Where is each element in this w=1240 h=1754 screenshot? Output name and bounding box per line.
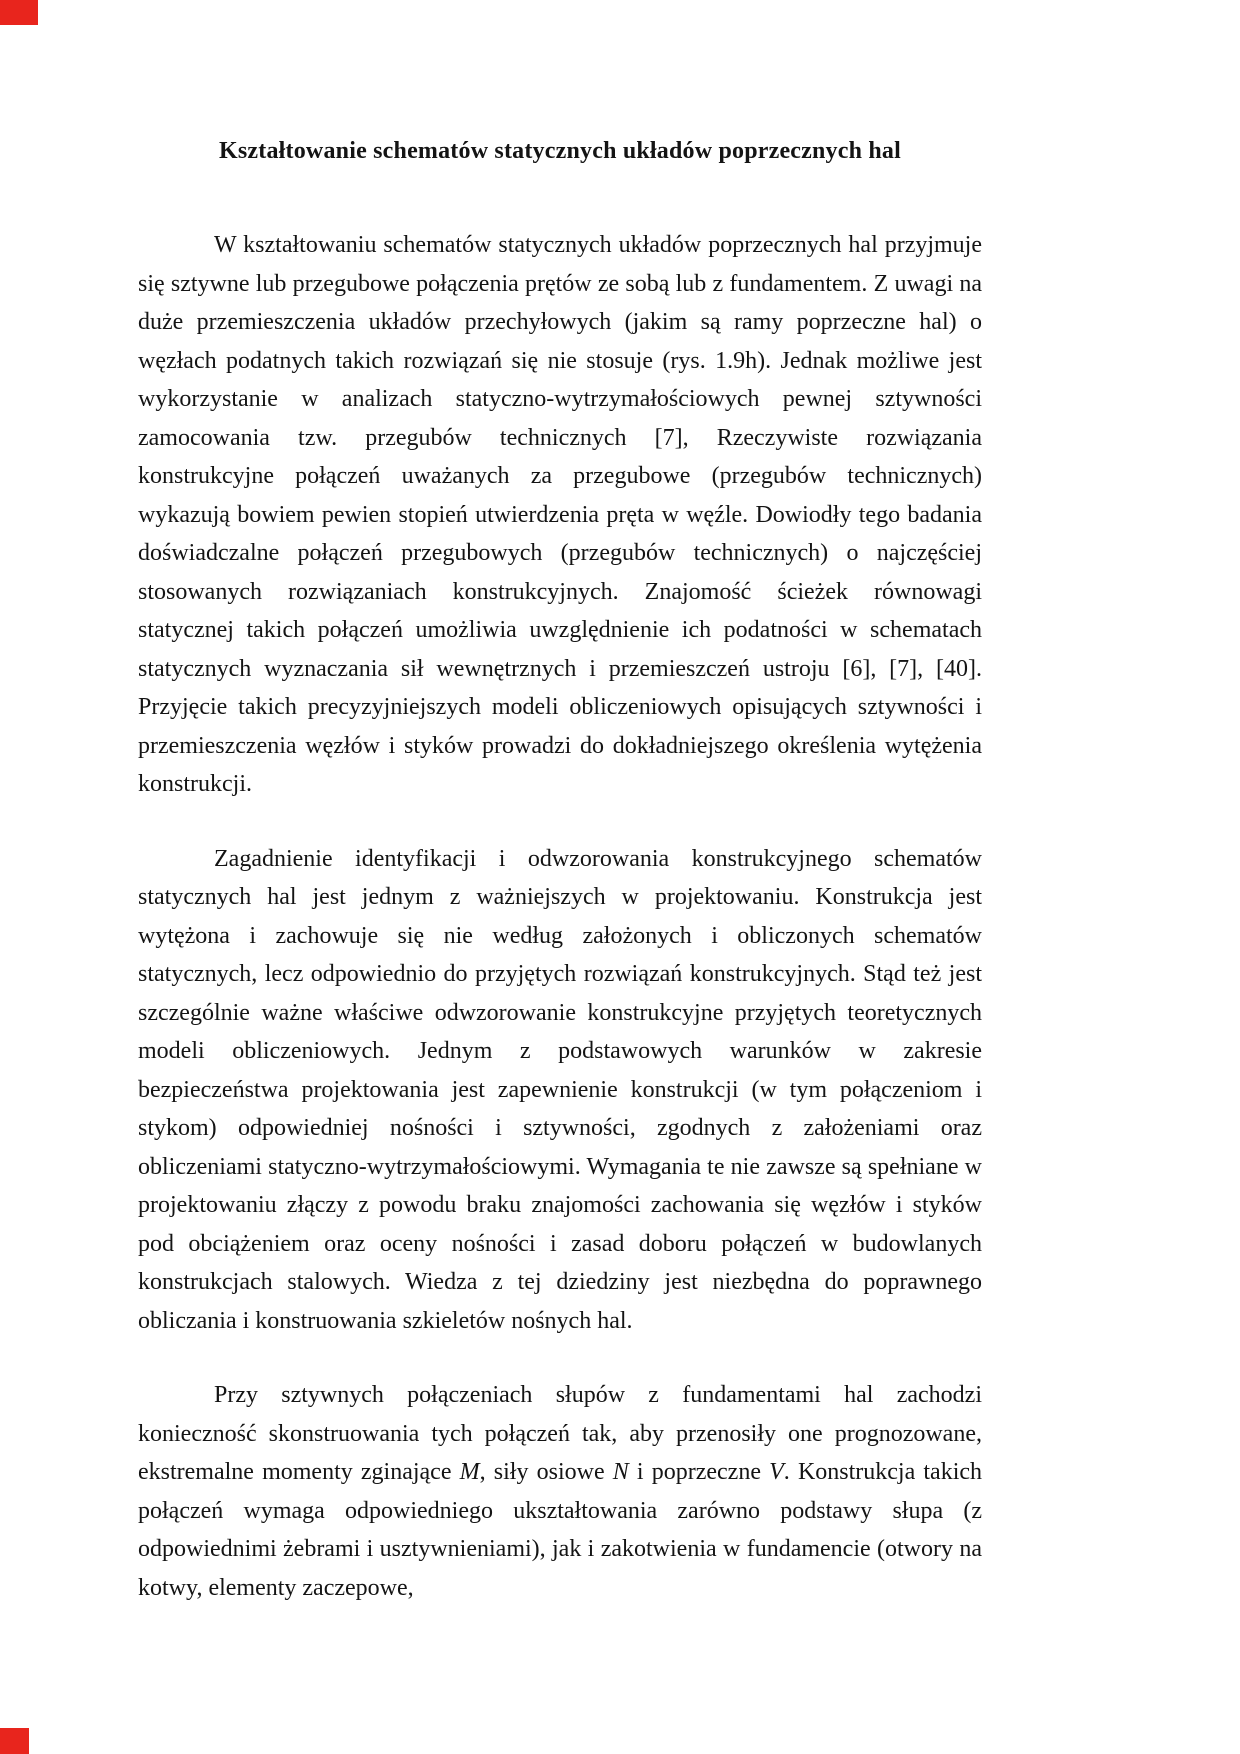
scan-edge-mark-top — [0, 0, 38, 25]
page-title: Kształtowanie schematów statycznych układów poprzecznych hal — [219, 138, 901, 164]
body-paragraph: Zagadnienie identyfikacji i odwzorowania konstrukcyjnego schematów statycznych hal jest jednym z ważniejszych w projektowaniu. Konstrukcja jest wytężona i zachowuje się nie według założonych i obliczonych schematów statycznych, lecz odpowiednio do przyjętych rozwiązań konstrukcyjnych. Stąd też jest szczególnie ważne właściwe odwzorowanie konstrukcyjne przyjętych teoretycznych modeli obliczeniowych. Jednym z podstawowych warunków w zakresie bezpieczeństwa projektowania jest zapewnienie konstrukcji (w tym połączeniom i stykom) odpowiedniej nośności i sztywności, zgodnych z założeniami oraz obliczeniami statyczno-wytrzymałościowymi. Wymagania te nie zawsze są spełniane w projektowaniu złączy z powodu braku znajomości zachowania się węzłów i styków pod obciążeniem oraz oceny nośności i zasad doboru połączeń w budowlanych konstrukcjach stalowych. Wiedza z tej dziedziny jest niezbędna do poprawnego obliczania i konstruowania szkieletów nośnych hal. — [138, 845, 982, 1334]
body-paragraph: W kształtowaniu schematów statycznych układów poprzecznych hal przyjmuje się sztywne lub przegubowe połączenia prętów ze sobą lub z fundamentem. Z uwagi na duże przemieszczenia układów przechyłowych (jakim są ramy poprzeczne hal) o węzłach podatnych takich rozwiązań się nie stosuje (rys. 1.9h). Jednak możliwe jest wykorzystanie w analizach statyczno-wytrzymałościowych pewnej sztywności zamocowania tzw. przegubów technicznych [7], Rzeczywiste rozwiązania konstrukcyjne połączeń uważanych za przegubowe (przegubów technicznych) wykazują bowiem pewien stopień utwierdzenia pręta w węźle. Dowiodły tego badania doświadczalne połączeń przegubowych (przegubów technicznych) o najczęściej stosowanych rozwiązaniach konstrukcyjnych. Znajomość ścieżek równowagi statycznej takich połączeń umożliwia uwzględnienie ich podatności w schematach statycznych wyznaczania sił wewnętrznych i przemieszczeń ustroju [6], [7], [40]. Przyjęcie takich precyzyjniejszych modeli obliczeniowych opisujących sztywności i przemieszczenia węzłów i styków prowadzi do dokładniejszego określenia wytężenia konstrukcji. — [138, 232, 982, 797]
body-paragraph: Przy sztywnych połączeniach słupów z fundamentami hal zachodzi konieczność skonstruowania tych połączeń tak, aby przenosiły one prognozowane, ekstremalne momenty zginające M, siły osiowe N i poprzeczne V. Konstrukcja takich połączeń wymaga odpowiedniego ukształtowania zarówno podstawy słupa (z odpowiednimi żebrami i usztywnieniami), jak i zakotwienia w fundamencie (otwory na kotwy, elementy zaczepowe, — [138, 1382, 983, 1601]
scan-edge-mark-bottom — [0, 1728, 29, 1754]
text-block — [138, 0, 982, 1643]
